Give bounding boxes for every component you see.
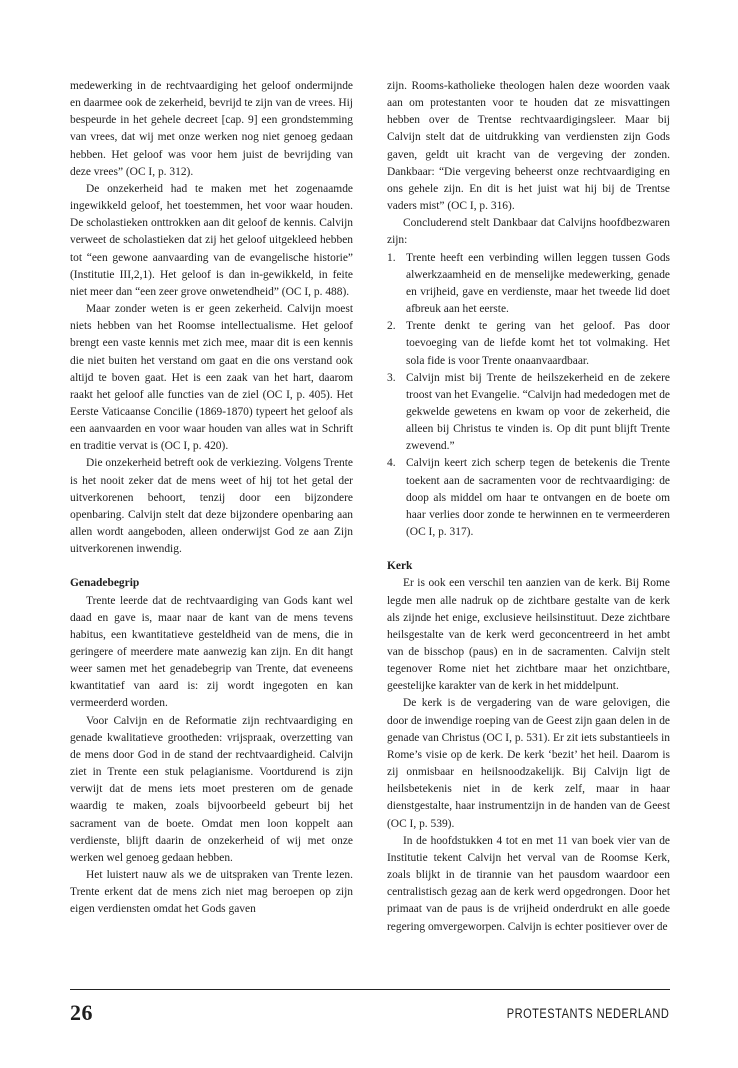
- publication-name: PROTESTANTS NEDERLAND: [506, 1006, 669, 1021]
- list-item-text: Trente denkt te gering van het geloof. Pas door toevoeging van de liefde komt het tot volmaking. Het sola fide is voor Trente onaanvaardbaar.: [406, 320, 670, 367]
- section-heading-genadebegrip: Genadebegrip: [70, 577, 140, 590]
- spacer: [70, 558, 353, 575]
- list-number: 3.: [387, 371, 396, 384]
- section-heading-kerk: Kerk: [387, 560, 413, 573]
- list-item: [387, 318, 670, 369]
- paragraph: Concluderend stelt Dankbaar dat Calvijns hoofdbezwaren zijn:: [387, 217, 670, 247]
- paragraph: Die onzekerheid betreft ook de verkiezing. Volgens Trente is het nooit zeker dat de mens weet of hij tot het getal der uitverkorenen behoort, tenzij door een bijzondere openbaring. Calvijn stelt dat deze bijzondere openbaring aan allen wordt aangeboden, alleen onderwijst God ze aan Zijn uitverkorenen inwendig.: [70, 457, 354, 556]
- left-column: [70, 78, 353, 919]
- list-number: 1.: [387, 251, 396, 264]
- paragraph: Het luistert nauw als we de uitspraken van Trente lezen. Trente erkent dat de mens zich niet mag beroepen op zijn eigen verdiensten omdat het Gods gaven: [70, 869, 353, 916]
- list-item-text: Trente heeft een verbinding willen leggen tussen Gods alwerkzaamheid en de menselijke medewerking, genade en vrijheid, gave en verdienste, maar het tweede lid doet afbreuk aan het eerste.: [406, 251, 670, 316]
- paragraph: Trente leerde dat de rechtvaardiging van Gods kant wel daad en gave is, maar naar de kant van de mens tevens habitus, een kwantitatieve gesteldheid van de mens, die in geringere of meerdere mate aanwezig kan zijn. En dit hangt weer samen met het genadebegrip van Trente, dat eveneens kwantitatief van aard is: zij wordt ingegoten en kan vermeerderd worden.: [70, 594, 353, 710]
- paragraph: medewerking in de rechtvaardiging het geloof ondermijnde en daarmee ook de zekerheid, bevrijd te zijn van de vrees. Hij bespeurde in het gehele decreet [cap. 9] een grondstemming van vrees, dat wij met onze werken nog niet genoeg gedaan hebben. Het geloof was voor hem juist de bevrijding van deze vrees” (OC I, p. 312).: [70, 80, 353, 178]
- numbered-list: [387, 250, 670, 542]
- spacer: [387, 541, 670, 558]
- paragraph: De onzekerheid had te maken met het zogenaamde ingewikkeld geloof, het toestemmen, het voor waar houden. De scholastieken onttrokken aan dit geloof de kennis. Calvijn verweet de scholastieken dat zij het geloof uitgekleed hebben tot “een gewone aanvaarding van de evangelische historie” (Institutie III,2,1). Het geloof is dan in-gewikkeld, in feite niet meer dan “een zeer grove onwetendheid” (OC I, p. 488).: [70, 182, 353, 298]
- list-item: [387, 370, 670, 456]
- paragraph: Er is ook een verschil ten aanzien van de kerk. Bij Rome legde men alle nadruk op de zichtbare gestalte van de kerk als zijnde het enige, exclusieve heilsinstituut. Deze zichtbare heilsgestalte van de kerk werd geconcentreerd in het ambt van de bisschop (paus) en in de sacramenten. Calvijn stelt tegenover Rome niet het zichtbare maar het onzichtbare, geestelijke karakter van de kerk in het middelpunt.: [387, 577, 670, 693]
- list-number: 4.: [387, 457, 396, 470]
- page-number: 26: [70, 1000, 93, 1025]
- paragraph: Maar zonder weten is er geen zekerheid. Calvijn moest niets hebben van het Roomse intellectualisme. Het geloof brengt een vaste kennis met zich mee, maar dit is een kennis die niet buiten het verstand om gaat en die ons verstand ook altijd te boven gaat. Het is een zaak van het hart, daarom raakt het geloof alle functies van de ziel (OC I, p. 405). Het Eerste Vaticaanse Concilie (1869-1870) typeert het geloof als een aanvaarden en voor waar houden van alles wat in Schrift en traditie vervat is (OC I, p. 420).: [70, 303, 353, 453]
- paragraph: De kerk is de vergadering van de ware gelovigen, die door de inwendige roeping van de Geest zijn gaan delen in de genade van Christus (OC I, p. 531). Er zit iets substantieels in Rome’s visie op de kerk. De kerk ‘bezit’ het heil. Daarom is zij onmisbaar en heilsnoodzakelijk. Bij Calvijn ligt de heilsbetekenis niet in de kerk zelf, maar in haar dienstgestalte, haar instrumentzijn in de handen van de Geest (OC I, p. 539).: [387, 697, 670, 830]
- list-item-text: Calvijn keert zich scherp tegen de betekenis die Trente toekent aan de sacramenten voor de rechtvaardiging: de doop als middel om haar te ontvangen en de boete om haar verlies door zonde te herwinnen en te vermeerderen (OC I, p. 317).: [406, 457, 670, 539]
- list-item: [387, 455, 670, 541]
- list-number: 2.: [387, 320, 396, 333]
- paragraph: Voor Calvijn en de Reformatie zijn rechtvaardiging en genade kwalitatieve grootheden: vrijspraak, overzetting van de mens door God in de stand der rechtvaardigheid. Calvijn ziet in Trente een stuk pelagianisme. Voortdurend is zijn verwijt dat de mens iets moet presteren om de genade waardig te maken, zoals bijvoorbeeld gebeurt bij het sacrament van de boete. Omdat men loon koppelt aan verdienste, blijft daarin de onzekerheid of wij met onze werken wel genoeg gedaan hebben.: [70, 714, 353, 864]
- list-item: [387, 250, 670, 319]
- right-column: [387, 78, 670, 936]
- paragraph: In de hoofdstukken 4 tot en met 11 van boek vier van de Institutie tekent Calvijn het verval van de Roomse Kerk, zoals blijkt in de tirannie van het pausdom waardoor een centralistisch gezag aan de kerk werd opgedrongen. Door het primaat van de paus is de vrijheid onderdrukt en alle goede regering omvergeworpen. Calvijn is echter positiever over de: [387, 834, 670, 933]
- list-item-text: Calvijn mist bij Trente de heilszekerheid en de zekere troost van het Evangelie. “Calvijn had mededogen met de gekwelde gewetens en kwam op voor de zekerheid, die alleen bij Christus te vinden is. Op dit punt blijft Trente zwevend.”: [406, 371, 670, 453]
- paragraph: zijn. Rooms-katholieke theologen halen deze woorden vaak aan om protestanten voor te houden dat ze misvattingen hebben over de Trentse rechtvaardigingsleer. Maar bij Calvijn stelt dat de uitdrukking van verdiensten zijn Gods gaven, geldt uit kracht van de vergeving der zonden. Dankbaar: “Die vergeving beheerst onze rechtvaardiging en ons gehele zijn. En dit is het juist wat hij bij de Trentse vaders mist” (OC I, p. 316).: [387, 80, 670, 213]
- footer-rule: [70, 989, 670, 990]
